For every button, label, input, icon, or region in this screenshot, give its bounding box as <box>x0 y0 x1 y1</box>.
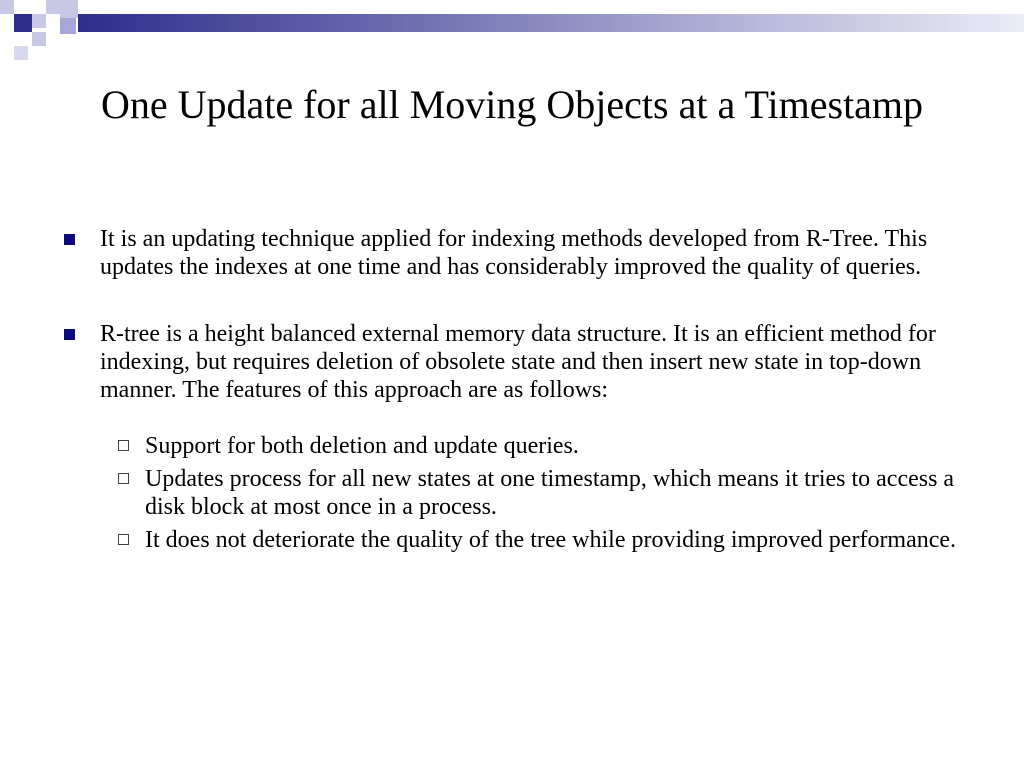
sub-bullet-text: Support for both deletion and update queries. <box>145 433 579 459</box>
decorative-square <box>32 14 46 28</box>
decorative-square <box>14 46 28 60</box>
hollow-square-bullet-icon <box>118 534 129 545</box>
sub-bullet-text: It does not deteriorate the quality of the tree while providing improved performance. <box>145 527 957 553</box>
hollow-square-bullet-icon <box>118 440 129 451</box>
bullet-item <box>62 225 972 281</box>
decorative-square <box>32 32 46 46</box>
decorative-square <box>0 0 14 14</box>
sub-bullet-list <box>116 432 972 554</box>
slide-content <box>62 225 972 559</box>
sub-bullet-item <box>116 526 972 554</box>
filled-square-bullet-icon <box>64 234 75 245</box>
decorative-gradient-band <box>78 14 1024 32</box>
decorative-square <box>46 0 60 14</box>
decorative-square <box>14 14 32 32</box>
bullet-item <box>62 320 972 404</box>
decorative-square <box>60 18 76 34</box>
bullet-text: It is an updating technique applied for indexing methods developed from R-Tree. This updates the indexes at one time and has considerably improved the quality of queries. <box>100 226 928 280</box>
sub-bullet-item <box>116 465 972 521</box>
decorative-header <box>0 0 1024 70</box>
slide-title: One Update for all Moving Objects at a Timestamp <box>100 82 924 127</box>
hollow-square-bullet-icon <box>118 473 129 484</box>
filled-square-bullet-icon <box>64 329 75 340</box>
bullet-text: R-tree is a height balanced external memory data structure. It is an efficient method for indexing, but requires deletion of obsolete state and then insert new state in top-down manner. The features of this approach are as follows: <box>100 321 936 403</box>
sub-bullet-item <box>116 432 972 460</box>
sub-bullet-text: Updates process for all new states at one timestamp, which means it tries to access a disk block at most once in a process. <box>145 466 955 520</box>
decorative-square <box>60 0 78 18</box>
